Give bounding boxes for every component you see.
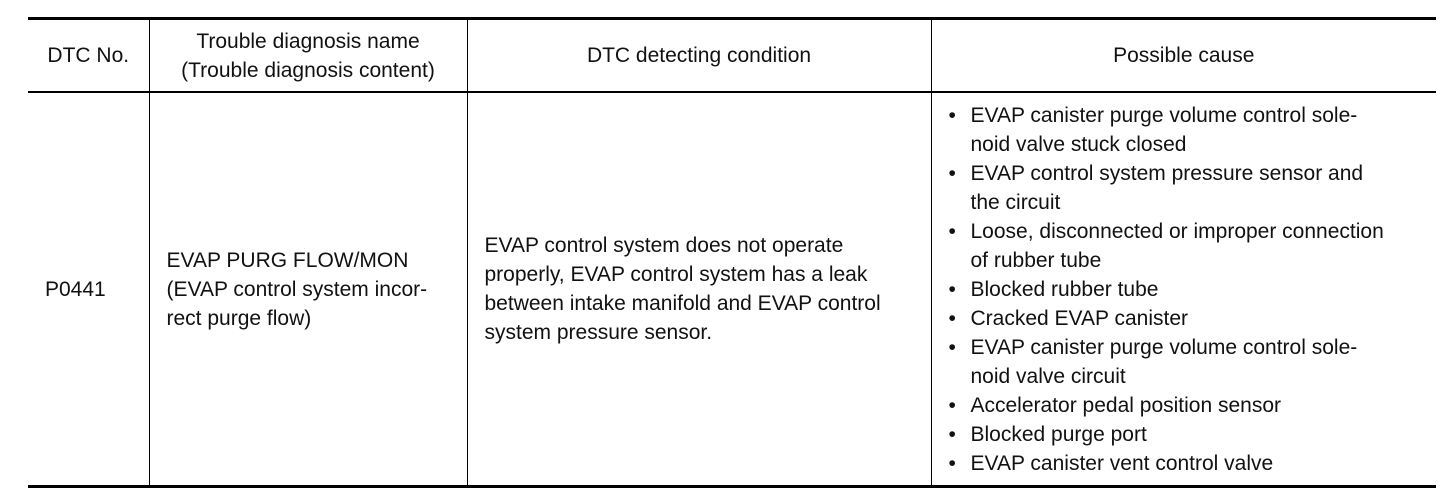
header-diagnosis-name — [149, 19, 467, 93]
table-header — [28, 19, 1436, 93]
bullet-icon: • — [948, 103, 956, 127]
table-body — [28, 92, 1436, 487]
cause-text: the circuit — [970, 190, 1061, 214]
bullet-icon: • — [948, 277, 956, 301]
cause-text: EVAP control system pressure sensor and — [970, 161, 1364, 185]
bullet-icon: • — [948, 306, 956, 330]
cause-text: Loose, disconnected or improper connection — [970, 219, 1384, 243]
header-dtc-no-text: DTC No. — [47, 44, 130, 67]
header-detecting-condition — [467, 19, 931, 93]
cause-text: noid valve circuit — [970, 364, 1126, 388]
condition-line: system pressure sensor. — [484, 321, 713, 344]
cause-text: Blocked purge port — [970, 422, 1147, 446]
condition-line: EVAP control system does not operate — [484, 234, 844, 257]
header-name-line-1: Trouble diagnosis name — [196, 29, 420, 53]
cause-item — [949, 304, 1433, 333]
bullet-icon: • — [948, 393, 956, 417]
possible-cause-cell — [931, 92, 1436, 487]
header-condition-text: DTC detecting condition — [586, 44, 812, 67]
cause-text: Accelerator pedal position sensor — [970, 393, 1282, 417]
diagnosis-name-line: (EVAP control system incor- — [166, 277, 428, 301]
cause-item — [949, 333, 1433, 391]
cause-item — [949, 101, 1433, 159]
dtc-code-cell — [28, 92, 149, 487]
bullet-icon: • — [948, 219, 956, 243]
header-dtc-no — [28, 19, 149, 93]
diagnosis-name-line: rect purge flow) — [166, 306, 312, 330]
cause-item — [949, 159, 1433, 217]
bullet-icon: • — [948, 335, 956, 359]
cause-item — [949, 275, 1433, 304]
condition-line: between intake manifold and EVAP control — [484, 292, 881, 315]
header-cause-text: Possible cause — [1113, 44, 1255, 67]
cause-text: EVAP canister vent control valve — [970, 451, 1274, 475]
cause-item — [949, 391, 1433, 420]
bullet-icon: • — [948, 451, 956, 475]
header-row — [28, 19, 1436, 93]
cause-text: EVAP canister purge volume control sole- — [970, 335, 1358, 359]
table-row — [28, 92, 1436, 487]
condition-line: properly, EVAP control system has a leak — [484, 263, 868, 286]
cause-text: Blocked rubber tube — [970, 277, 1159, 301]
cause-text: EVAP canister purge volume control sole- — [970, 103, 1358, 127]
bullet-icon: • — [948, 422, 956, 446]
dtc-table — [28, 17, 1436, 488]
cause-text: of rubber tube — [970, 248, 1102, 272]
cause-text: Cracked EVAP canister — [970, 306, 1188, 330]
header-possible-cause — [931, 19, 1436, 93]
dtc-code: P0441 — [45, 277, 106, 301]
header-name-line-2: (Trouble diagnosis content) — [181, 58, 435, 82]
cause-item — [949, 449, 1433, 478]
detecting-condition-cell — [467, 92, 931, 487]
possible-cause-list — [949, 101, 1433, 478]
bullet-icon: • — [948, 161, 956, 185]
cause-item — [949, 420, 1433, 449]
cause-text: noid valve stuck closed — [970, 132, 1187, 156]
diagnosis-name-cell — [149, 92, 467, 487]
diagnosis-name-line: EVAP PURG FLOW/MON — [166, 248, 409, 272]
cause-item — [949, 217, 1433, 275]
